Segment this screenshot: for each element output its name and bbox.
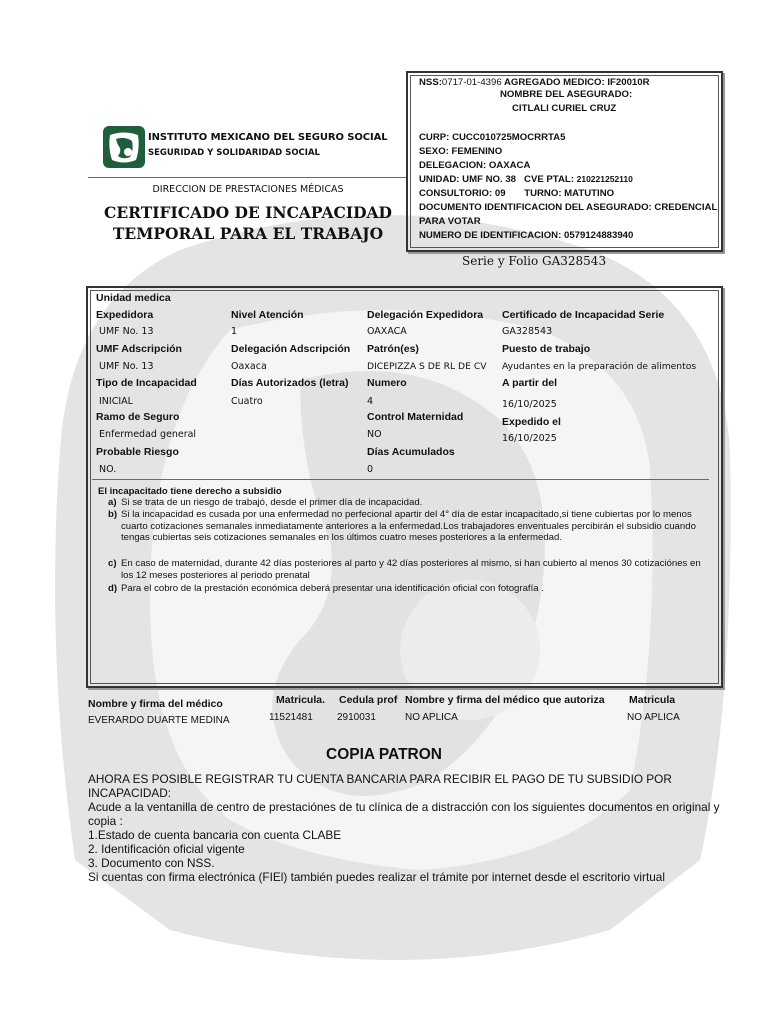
delegacion-expedidora-value: OAXACA xyxy=(367,326,407,337)
delegacion-row: DELEGACION: OAXACA xyxy=(419,160,531,171)
expedido-value: 16/10/2025 xyxy=(502,433,557,444)
certificate-title-line2: TEMPORAL PARA EL TRABAJO xyxy=(112,224,384,243)
subsidio-item-a: a) Si se trata de un riesgo de trabajó, desde el primer día de incapacidad. xyxy=(108,497,423,508)
tipo-incapacidad-value: INICIAL xyxy=(99,396,133,407)
unidad-row: UNIDAD: UMF NO. 38 CVE PTAL: 210221252110 xyxy=(419,174,633,185)
imss-logo-icon xyxy=(103,126,145,168)
notice-line: 1.Estado de cuenta bancaria con cuenta CLABE xyxy=(88,828,342,842)
curp-value: CUCC010725MOCRRTA5 xyxy=(452,132,566,143)
expedido-label: Expedido el xyxy=(502,416,561,428)
documento-line1: DOCUMENTO IDENTIFICACION DEL ASEGURADO: CREDENCIAL xyxy=(419,202,718,213)
nivel-atencion-label: Nivel Atención xyxy=(231,309,304,321)
nivel-atencion-value: 1 xyxy=(231,326,238,337)
documento-line2: PARA VOTAR xyxy=(419,216,481,227)
umf-adscripcion-value: UMF No. 13 xyxy=(99,361,154,372)
puesto-label: Puesto de trabajo xyxy=(502,343,591,355)
nss-row: NSS:0717-01-4396 AGREGADO MEDICO: IF20010R xyxy=(419,77,650,88)
nombre-value: CITLALI CURIEL CRUZ xyxy=(512,103,617,114)
notice-line: Acude a la ventanilla de centro de prestaciónes de tu clínica de a distracción con los siguientes documentos en original y copia : xyxy=(88,800,720,828)
certificado-serie-value: GA328543 xyxy=(502,326,553,337)
subsidio-divider xyxy=(92,479,709,480)
serie-folio: Serie y Folio GA328543 xyxy=(462,254,607,268)
ramo-seguro-label: Ramo de Seguro xyxy=(96,411,180,423)
expedidora-label: Expedidora xyxy=(96,309,154,321)
control-maternidad-label: Control Maternidad xyxy=(367,411,464,423)
a-partir-value: 16/10/2025 xyxy=(502,399,557,410)
notice-line: Si cuentas con firma electrónica (FIEl) también puedes realizar el trámite por internet desde el escritorio virtual xyxy=(88,870,665,884)
medico-value: EVERARDO DUARTE MEDINA xyxy=(88,715,230,726)
umf-adscripcion-label: UMF Adscripción xyxy=(96,343,182,355)
consultorio-row: CONSULTORIO: 09 TURNO: MATUTINO xyxy=(419,188,615,199)
notice-line: 2. Identificación oficial vigente xyxy=(88,842,245,856)
subsidio-item-b: b) Si la incapacidad es cusada por una enfermedad no perfecional apartir del 4° día de estar incapacitado,si tiene cubiertas por lo menos cuarto cotizaciones semanales inmediatamente anteriores a la enfermedad.Los trabajadores enventuales percibirán el subsidio cuando tengas cubiertas seis cotizaciones semanales en los últimos cuatro meses posteriores a la enfermedad. xyxy=(108,509,696,543)
puesto-value: Ayudantes en la preparación de alimentos xyxy=(502,361,697,372)
control-maternidad-value: NO xyxy=(367,429,382,440)
certificate-title-line1: CERTIFICADO DE INCAPACIDAD xyxy=(104,203,392,222)
cuenta-bancaria-notice xyxy=(88,772,728,884)
delegacion-adscripcion-label: Delegación Adscripción xyxy=(231,343,351,355)
probable-riesgo-label: Probable Riesgo xyxy=(96,446,179,458)
institute-subtitle: SEGURIDAD Y SOLIDARIDAD SOCIAL xyxy=(148,148,320,158)
subsidio-item-d: d) Para el cobro de la prestación económica deberá presentar una identificación oficial con fotografía . xyxy=(108,583,544,594)
unidad-medica-label: Unidad medica xyxy=(96,292,171,304)
agregado-value: IF20010R xyxy=(607,77,650,88)
cedula-label: Cedula prof xyxy=(339,694,398,706)
dias-letra-value: Cuatro xyxy=(231,396,263,407)
ramo-seguro-value: Enfermedad general xyxy=(99,429,197,440)
cve-value: 210221252110 xyxy=(576,174,633,184)
direccion-prestaciones: DIRECCION DE PRESTACIONES MÉDICAS xyxy=(152,184,344,195)
delegacion-adscripcion-value: Oaxaca xyxy=(231,361,267,372)
copia-patron-title: COPIA PATRON xyxy=(326,746,442,763)
matricula2-value: NO APLICA xyxy=(627,712,680,723)
header-divider xyxy=(88,177,408,178)
patron-value: DICEPIZZA S DE RL DE CV xyxy=(367,361,487,372)
numero-label: Numero xyxy=(367,377,407,389)
numero-value: 4 xyxy=(367,396,374,407)
a-partir-label: A partir del xyxy=(502,377,558,389)
curp-row: CURP: CUCC010725MOCRRTA5 xyxy=(419,132,566,143)
numero-identificacion-value: 0579124883940 xyxy=(563,230,634,241)
certificate-title xyxy=(88,202,408,244)
medico-autoriza-value: NO APLICA xyxy=(405,712,458,723)
medico-autoriza-label: Nombre y firma del médico que autoriza xyxy=(405,694,605,706)
dias-acumulados-label: Días Acumulados xyxy=(367,446,455,458)
matricula-value: 11521481 xyxy=(269,712,313,723)
notice-line: 3. Documento con NSS. xyxy=(88,856,215,870)
nss-value: 0717-01-4396 xyxy=(441,77,502,88)
tipo-incapacidad-label: Tipo de Incapacidad xyxy=(96,377,197,389)
nombre-label: NOMBRE DEL ASEGURADO: xyxy=(500,89,633,100)
delegacion-expedidora-label: Delegación Expedidora xyxy=(367,309,484,321)
certificado-serie-label: Certificado de Incapacidad Serie xyxy=(502,309,665,321)
notice-line: AHORA ES POSIBLE REGISTRAR TU CUENTA BANCARIA PARA RECIBIR EL PAGO DE TU SUBSIDIO POR INCAPACIDAD: xyxy=(88,772,672,800)
dias-letra-label: Días Autorizados (letra) xyxy=(231,377,349,389)
matricula2-label: Matricula xyxy=(629,694,676,706)
subsidio-item-c: c) En caso de maternidad, durante 42 días posteriores al parto y 42 días posteriores al mismo, si han cubierto al menos 30 cotizaciónes en los 12 meses posteriores al periodo prenatal xyxy=(108,558,701,581)
subsidio-title: El incapacitado tiene derecho a subsidio xyxy=(98,486,282,497)
institute-name: INSTITUTO MEXICANO DEL SEGURO SOCIAL xyxy=(148,132,388,143)
consultorio-value: 09 xyxy=(494,188,506,199)
cedula-value: 2910031 xyxy=(337,712,376,723)
numero-identificacion-row: NUMERO DE IDENTIFICACION: 0579124883940 xyxy=(419,230,634,241)
sexo-row: SEXO: FEMENINO xyxy=(419,146,503,157)
expedidora-value: UMF No. 13 xyxy=(99,326,154,337)
matricula-label: Matricula. xyxy=(276,694,326,706)
dias-acumulados-value: 0 xyxy=(367,464,374,475)
probable-riesgo-value: NO. xyxy=(99,464,117,475)
patron-label: Patrón(es) xyxy=(367,343,419,355)
medico-label: Nombre y firma del médico xyxy=(88,698,223,710)
